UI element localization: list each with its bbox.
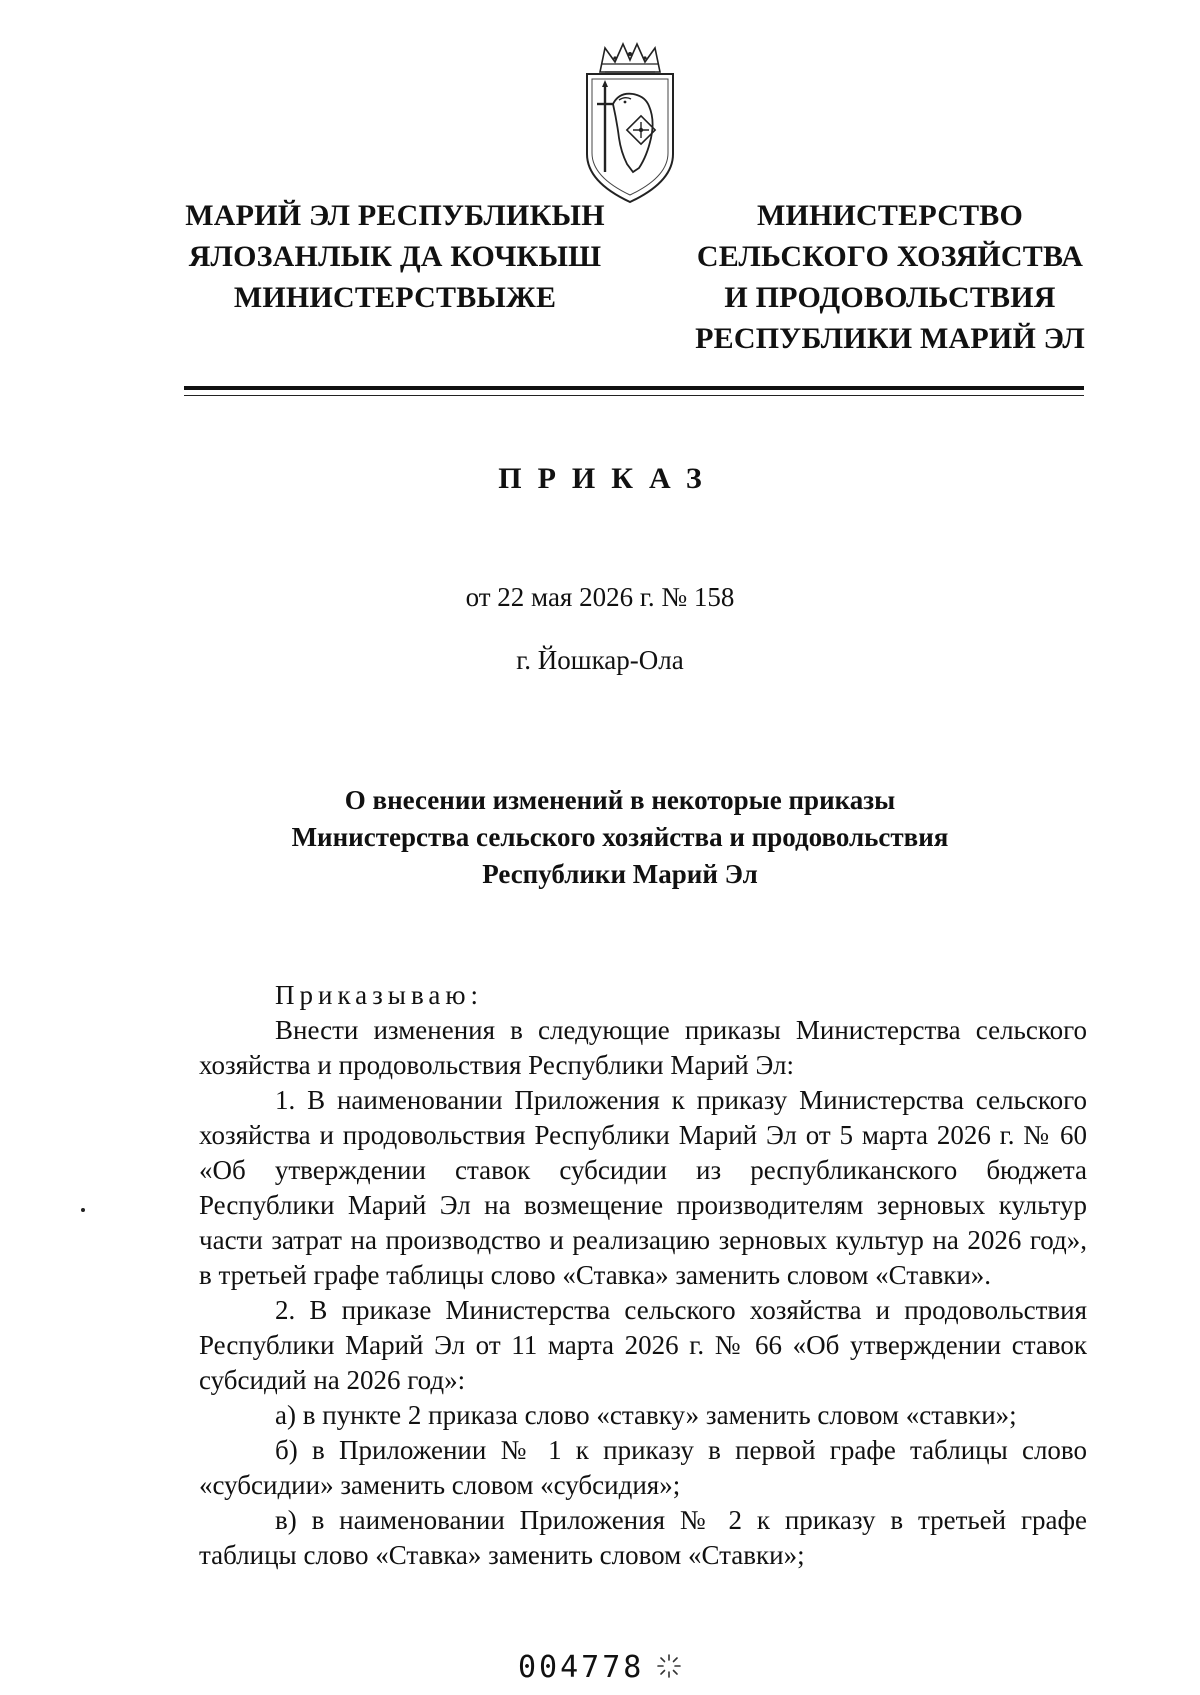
header-right-line: МИНИСТЕРСТВО <box>756 199 1024 232</box>
header-right-line: СЕЛЬСКОГО ХОЗЯЙСТВА <box>696 240 1084 273</box>
header-right-organization <box>680 195 1100 359</box>
body-intro: Внести изменения в следующие приказы Министерства сельского хозяйства и продовольствия Республики Марий Эл: <box>199 1015 1087 1080</box>
body-item-2: 2. В приказе Министерства сельского хозяйства и продовольствия Республики Марий Эл от 11 марта 2026 г. № 66 «Об утверждении ставок субсидий на 2026 год»: <box>199 1295 1087 1395</box>
order-word: Приказываю: <box>275 980 483 1010</box>
header-left-line: ЯЛОЗАНЛЫК ДА КОЧКЫШ <box>188 240 602 273</box>
header-right-line: РЕСПУБЛИКИ МАРИЙ ЭЛ <box>695 322 1085 355</box>
subject-line: Республики Марий Эл <box>482 859 758 889</box>
document-body <box>199 978 1087 1573</box>
document-date-number: от 22 мая 2026 г. № 158 <box>465 582 735 612</box>
body-item-1: 1. В наименовании Приложения к приказу Министерства сельского хозяйства и продовольствия Республики Марий Эл от 5 марта 2026 г. № 60 «Об утверждении ставок субсидии из республиканского бюджета Республики Марий Эл на возмещение производителям зерновых культур части затрат на производство и реализацию зерновых культур на 2026 год», в третьей графе таблицы слово «Ставка» заменить словом «Ставки». <box>199 1085 1087 1290</box>
scan-speck <box>81 1208 85 1212</box>
body-item-2a: а) в пункте 2 приказа слово «ставку» заменить словом «ставки»; <box>275 1400 1017 1430</box>
body-item-2c: в) в наименовании Приложения № 2 к приказу в третьей графе таблицы слово «Ставка» заменить словом «Ставки»; <box>199 1505 1087 1570</box>
header-divider-thick <box>184 386 1084 390</box>
header-divider-thin <box>184 395 1084 396</box>
mari-el-coat-of-arms-icon <box>575 42 685 210</box>
document-title: ПРИКАЗ <box>498 462 718 495</box>
subject-line: О внесении изменений в некоторые приказы <box>344 785 896 815</box>
document-city: г. Йошкар-Ола <box>516 645 684 675</box>
subject-line: Министерства сельского хозяйства и продовольствия <box>291 822 949 852</box>
header-left-line: МАРИЙ ЭЛ РЕСПУБЛИКЫН <box>185 199 605 232</box>
registration-number: 004778 <box>518 1650 645 1685</box>
asterisk-stamp-icon <box>655 1652 683 1680</box>
body-item-2b: б) в Приложении № 1 к приказу в первой графе таблицы слово «субсидии» заменить словом «субсидия»; <box>199 1435 1087 1500</box>
header-right-line: И ПРОДОВОЛЬСТВИЯ <box>724 281 1056 314</box>
document-subject <box>200 782 1040 893</box>
header-left-organization <box>150 195 640 318</box>
header-left-line: МИНИСТЕРСТВЫЖЕ <box>233 281 557 314</box>
